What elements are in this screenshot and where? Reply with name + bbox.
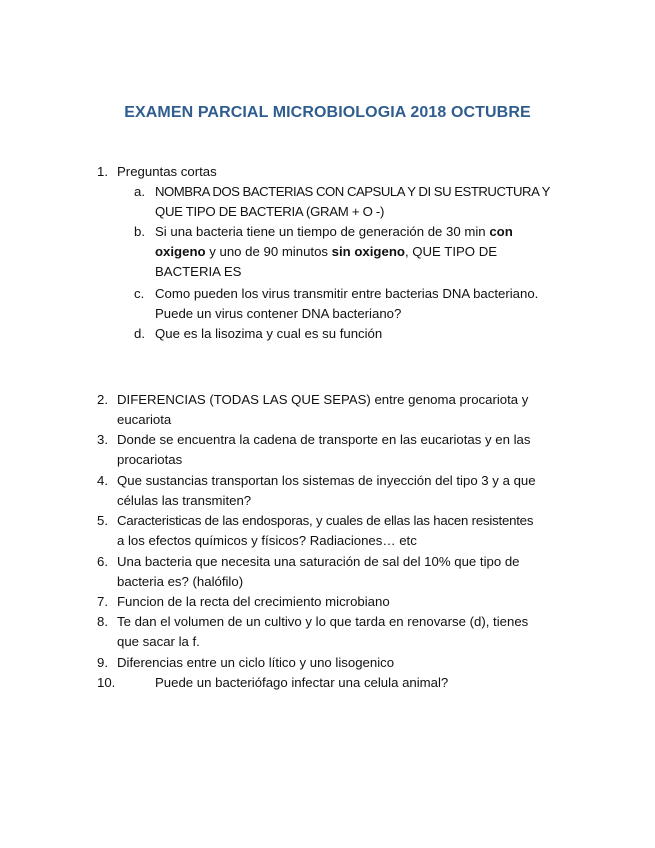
q7-number: 7. <box>97 594 108 609</box>
q1b-line1-bold: con <box>489 224 513 239</box>
q5-line2: a los efectos químicos y físicos? Radiaciones… etc <box>117 533 417 548</box>
page-title: EXAMEN PARCIAL MICROBIOLOGIA 2018 OCTUBRE <box>124 104 531 121</box>
q5-number: 5. <box>97 513 108 528</box>
q10-line1: Puede un bacteriófago infectar una celula animal? <box>155 675 449 690</box>
q3-line2: procariotas <box>117 452 183 467</box>
q2-line2: eucariota <box>117 412 172 427</box>
q1b-line2-bold1: oxigeno <box>155 244 206 259</box>
q1b-line2-bold2: sin oxigeno <box>331 244 405 259</box>
q7-line1: Funcion de la recta del crecimiento microbiano <box>117 594 390 609</box>
q9-number: 9. <box>97 655 108 670</box>
q5-line1: Caracteristicas de las endosporas, y cuales de ellas las hacen resistentes <box>117 513 534 528</box>
q2-line1: DIFERENCIAS (TODAS LAS QUE SEPAS) entre genoma procariota y <box>117 392 529 407</box>
q1b-line3: BACTERIA ES <box>155 264 242 279</box>
q1d-line1: Que es la lisozima y cual es su función <box>155 326 383 341</box>
q8-number: 8. <box>97 614 108 629</box>
q1b-line1 <box>155 222 513 242</box>
q1b-line2-mid: y uno de 90 minutos <box>205 244 332 259</box>
q1c-line2: Puede un virus contener DNA bacteriano? <box>155 306 402 321</box>
q9-line1: Diferencias entre un ciclo lítico y uno lisogenico <box>117 655 395 670</box>
q1d-letter: d. <box>134 326 145 341</box>
q8-line1: Te dan el volumen de un cultivo y lo que tarda en renovarse (d), tienes <box>117 614 529 629</box>
q1b-line2 <box>155 242 497 262</box>
q4-line2: células las transmiten? <box>117 493 252 508</box>
q1a-letter: a. <box>134 184 145 199</box>
q8-line2: que sacar la f. <box>117 634 200 649</box>
q1a-line2: QUE TIPO DE BACTERIA (GRAM + O -) <box>155 204 385 219</box>
q10-number: 10. <box>97 675 116 690</box>
q3-number: 3. <box>97 432 108 447</box>
q2-number: 2. <box>97 392 108 407</box>
q1b-letter: b. <box>134 224 145 239</box>
q1c-letter: c. <box>134 286 145 301</box>
q4-number: 4. <box>97 473 108 488</box>
q1b-line2-post: , QUE TIPO DE <box>404 244 498 259</box>
q4-line1: Que sustancias transportan los sistemas de inyección del tipo 3 y a que <box>117 473 536 488</box>
q1-number: 1. <box>97 164 108 179</box>
q6-line1: Una bacteria que necesita una saturación de sal del 10% que tipo de <box>117 554 520 569</box>
q1b-line1-text: Si una bacteria tiene un tiempo de generación de 30 min <box>155 224 490 239</box>
q3-line1: Donde se encuentra la cadena de transporte en las eucariotas y en las <box>117 432 531 447</box>
q6-line2: bacteria es? (halófilo) <box>117 574 244 589</box>
q1c-line1: Como pueden los virus transmitir entre bacterias DNA bacteriano. <box>155 286 539 301</box>
q1a-line1: NOMBRA DOS BACTERIAS CON CAPSULA Y DI SU ESTRUCTURA Y <box>155 184 550 199</box>
q6-number: 6. <box>97 554 108 569</box>
q1-label: Preguntas cortas <box>117 164 217 179</box>
